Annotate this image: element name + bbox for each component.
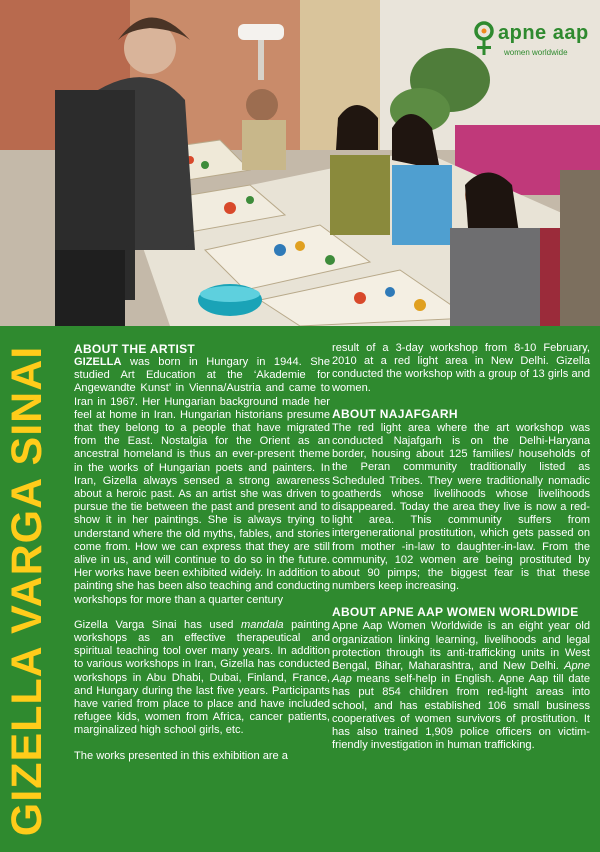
about-artist-paragraph-1 xyxy=(74,356,330,607)
logo-name: apne aap xyxy=(498,22,589,44)
apne-aap-logo xyxy=(472,20,590,62)
about-artist-p2-end: painting workshops as an effective therapeutical and spiritual teaching tool over many years. In addition to various workshops in Iran, Gizella has conducted workshops in Abu Dhabi, Dubai, Finland, France, and Hungary during the last five years. Participants have varied from place to place and have included refugee kids, women from Africa, cancer patients, marginalized high school girls, etc. xyxy=(74,618,330,737)
artist-name-lead: GIZELLA xyxy=(74,356,122,368)
apne-aap-body-end: means self-help in English. Apne Aap till date has put 854 children from red-light areas into school, and has established 106 small business cooperatives of women survivors of prostitution. It has also trained 1,909 police officers on victim-friendly investigation in human trafficking. xyxy=(332,673,590,752)
workshop-continuation: result of a 3-day workshop from 8-10 February, 2010 at a red light area in New Delhi. Gizella conducted the workshop with a group of 13 girls and women. xyxy=(332,342,590,394)
workshop-photo xyxy=(0,0,600,326)
logo-tagline: women worldwide xyxy=(504,48,568,57)
about-artist-heading: ABOUT THE ARTIST xyxy=(74,342,196,356)
about-artist-p1-text: was born in Hungary in 1944. She studied Art Education at the ‘Akademie for Angewandte Kunst’ in Vienna/Austria and came to Iran in 1967. Her Hungarian background made her feel at home in Iran. Hungarian historians presume that they belong to a people that have migrated from the East. Nostalgia for the Orient as an ancestral homeland is thus an ever-present theme in the works of Hungarian poets and painters. In Iran, Gizella always sensed a strong awareness about a heroic past. As an artist she was driven to pursue the tie between the past and present and to show it in her paintings. She is always trying to understand where the old myths, fables, and stories come from. How we can express that they are still alive in us, and will continue to do so in the future. Her works have been exhibited widely. In addition to painting she has been also teaching and conducting workshops for more than a quarter century xyxy=(74,356,330,606)
right-column xyxy=(332,342,590,764)
najafgarh-body: The red light area where the art workshop was conducted Najafgarh is on the Delhi-Haryana border, housing about 125 families/ households of the Peran community traditionally listed as Scheduled Tribes. They were traditionally nomadic goatherds whose livelihoods whose livelihoods disappeared. Today the area they live is now a red-light area. This community suffers from intergenerational prostitution, which gets passed on from mother -in-law to daughter-in-law. From the community, 102 women are being prostituted by about 90 pimps; the biggest fear is that these numbers keep increasing. xyxy=(332,421,590,593)
about-artist-p2-start: Gizella Varga Sinai has used xyxy=(74,618,242,631)
side-title: GIZELLA VARGA SINAI xyxy=(3,345,51,837)
left-column xyxy=(74,342,330,775)
apne-aap-body xyxy=(332,620,590,752)
apne-aap-heading: ABOUT APNE AAP WOMEN WORLDWIDE xyxy=(332,605,579,620)
female-symbol-icon xyxy=(472,20,496,60)
apne-aap-body-start: Apne Aap Women Worldwide is an eight year old organization linking learning, livelihoods and legal protection through its anti-trafficking units in West Bengal, Bihar, Maharashtra, and New Delhi. xyxy=(332,620,590,673)
about-artist-paragraph-3: The works presented in this exhibition are a xyxy=(74,749,288,762)
mandala-term: mandala xyxy=(241,618,284,631)
apne-aap-term: Apne Aap xyxy=(332,660,590,686)
apne-aap-section xyxy=(332,605,590,752)
najafgarh-section xyxy=(332,407,590,594)
najafgarh-heading: ABOUT NAJAFGARH xyxy=(332,406,458,421)
about-artist-paragraph-2 xyxy=(74,619,330,738)
